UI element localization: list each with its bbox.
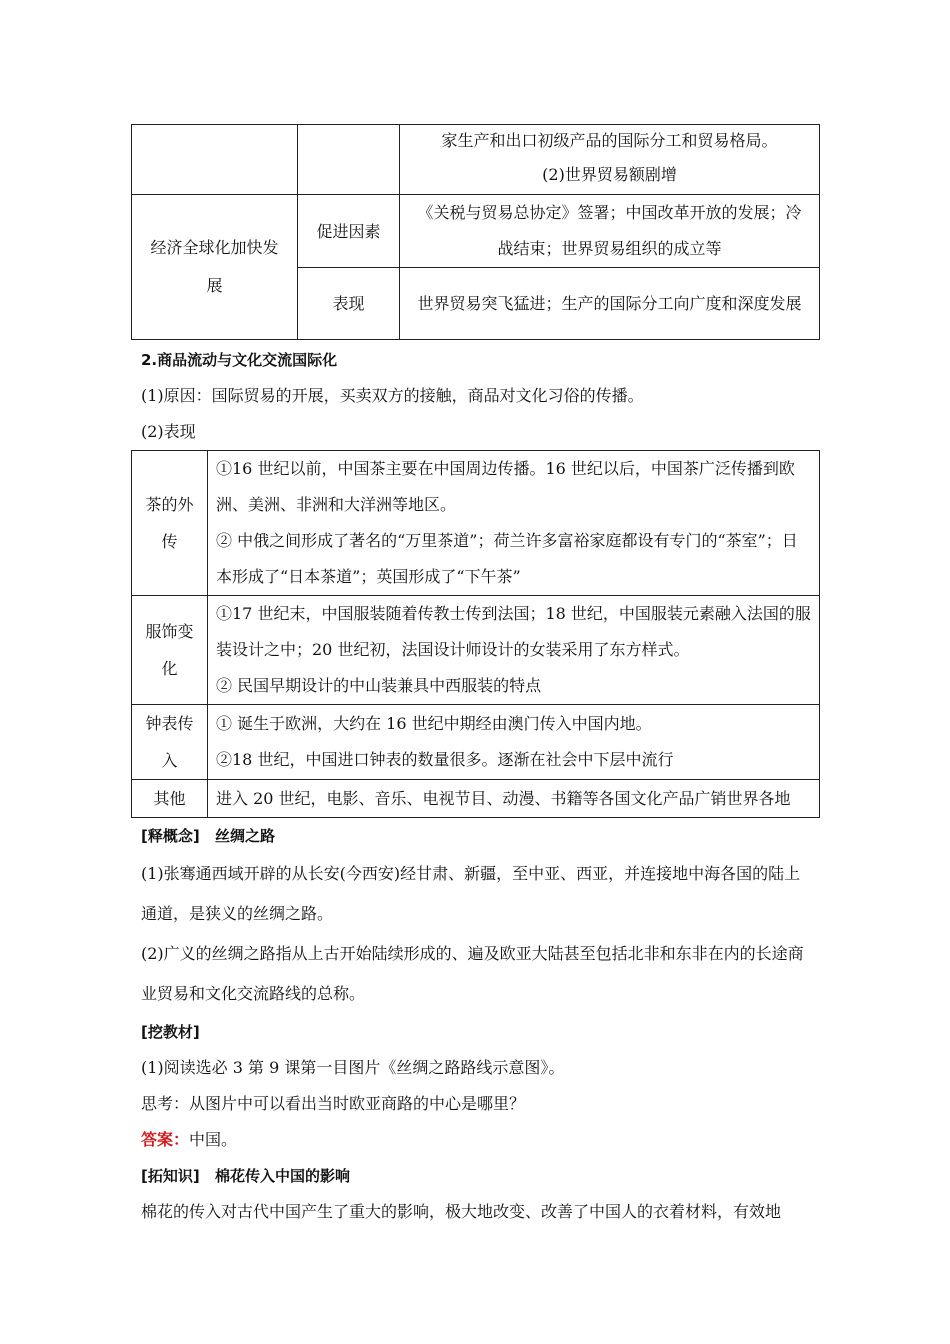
trade-pattern-cell [400,125,820,195]
page-content [131,124,819,1230]
show-label: 表现 [298,268,400,340]
extend-heading [131,1158,819,1194]
textbook-question: 思考：从图片中可以看出当时欧亚商路的中心是哪里？ [141,1094,526,1113]
textbook-tag-label: [挖教材] [141,1023,200,1041]
empty-cell [132,125,298,195]
tea-line2: ② 中俄之间形成了著名的“万里茶道”；荷兰许多富裕家庭都设有专门的“茶室”；日本形成了“日本茶道”；英国形成了“下午茶” [216,531,798,586]
row-body-clock [208,705,820,780]
trade-pattern-line1: 家生产和出口初级产品的国际分工和贸易格局。 [441,130,778,150]
section2-title: 2.商品流动与文化交流国际化 [141,351,338,369]
row-head-clock: 钟表传入 [132,705,208,780]
textbook-tag [131,1014,819,1050]
row-body-other: 进入 20 世纪，电影、音乐、电视节目、动漫、书籍等各国文化产品广销世界各地 [208,780,820,818]
concept-p2: (2)广义的丝绸之路指从上古开始陆续形成的、遍及欧亚大陆甚至包括北非和东非在内的长途商业贸易和文化交流路线的总称。 [141,944,804,1003]
factor-text: 《关税与贸易总协定》签署；中国改革开放的发展；冷战结束；世界贸易组织的成立等 [400,195,820,268]
table-row [132,596,820,705]
row-head-other: 其他 [132,780,208,818]
table-row [132,451,820,596]
section2-show: (2)表现 [141,422,196,441]
culture-table [131,450,820,818]
textbook-answer [131,1122,819,1158]
clock-line2: ②18 世纪，中国进口钟表的数量很多。逐渐在社会中下层中流行 [216,750,674,769]
concept-title: 丝绸之路 [214,827,275,845]
tea-line1: ①16 世纪以前，中国茶主要在中国周边传播。16 世纪以后，中国茶广泛传播到欧洲、美洲、非洲和大洋洲等地区。 [216,459,795,514]
show-text: 世界贸易突飞猛进；生产的国际分工向广度和深度发展 [400,268,820,340]
row-body-tea [208,451,820,596]
clothing-line2: ② 民国早期设计的中山装兼具中西服装的特点 [216,676,542,695]
extend-title: 棉花传入中国的影响 [214,1167,350,1185]
extend-tag: [拓知识] [141,1167,200,1185]
clock-line1: ① 诞生于欧洲，大约在 16 世纪中期经由澳门传入中国内地。 [216,714,652,733]
row-head-clothing: 服饰变化 [132,596,208,705]
table-row [132,705,820,780]
empty-cell [298,125,400,195]
textbook-p1: (1)阅读选必 3 第 9 课第一目图片《丝绸之路路线示意图》。 [141,1058,565,1077]
clothing-line1: ①17 世纪末，中国服装随着传教士传到法国；18 世纪，中国服装元素融入法国的服装设计之中；20 世纪初，法国设计师设计的女装采用了东方样式。 [216,604,811,659]
answer-text: 中国。 [189,1130,238,1149]
factor-label: 促进因素 [298,195,400,268]
row-body-clothing [208,596,820,705]
table-row [132,780,820,818]
globalization-table [131,124,820,340]
concept-tag: [释概念] [141,827,200,845]
globalization-category: 经济全球化加快发展 [132,195,298,340]
extend-p1: 棉花的传入对古代中国产生了重大的影响，极大地改变、改善了中国人的衣着材料，有效地 [141,1202,782,1221]
row-head-tea: 茶的外传 [132,451,208,596]
answer-label: 答案： [141,1130,190,1149]
concept-p1: (1)张骞通西域开辟的从长安(今西安)经甘肃、新疆，至中亚、西亚，并连接地中海各国的陆上通道，是狭义的丝绸之路。 [141,864,801,923]
section2-reason: (1)原因：国际贸易的开展，买卖双方的接触，商品对文化习俗的传播。 [141,386,644,405]
trade-pattern-line2: (2)世界贸易额剧增 [542,164,677,184]
concept-heading [131,818,819,854]
